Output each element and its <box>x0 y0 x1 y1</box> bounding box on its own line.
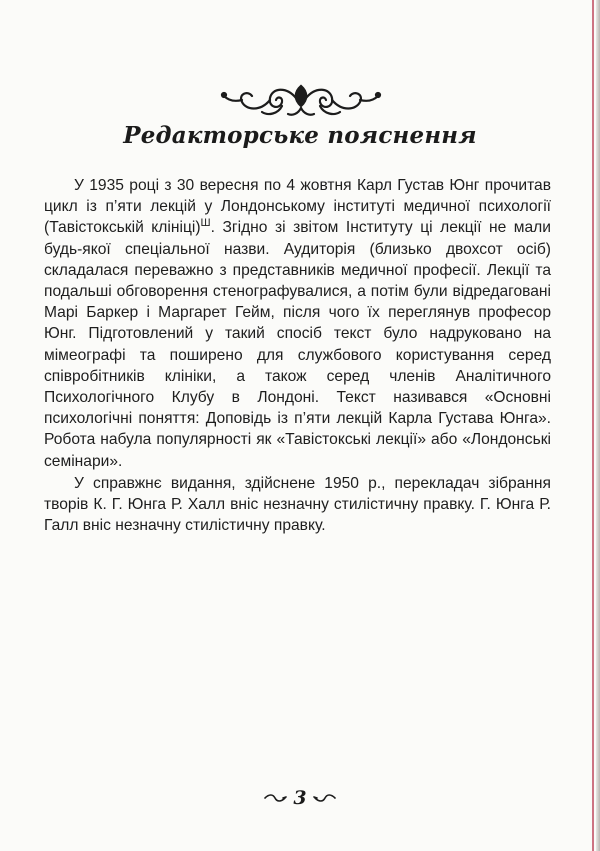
flourish-icon <box>263 792 287 804</box>
page-footer <box>0 783 600 813</box>
paragraph-2: У справжнє видання, здійснене 1950 р., перекладач зібрання творів К. Г. Юнга Р. Халл вніс незначну стилістичну правку. Г. Юнга Р. Галл вніс незначну стилістичну правку. <box>44 474 551 535</box>
paragraph-1-text-a: У 1935 році з 30 вересня по 4 жовтня Карл Густав Юнг прочитав цикл із п’яти лекцій у Лондонському інституті медичної психології (Тавістокській клініці) <box>44 177 551 237</box>
flourish-icon <box>313 792 337 804</box>
body-text <box>44 175 551 536</box>
paragraph-1-text-b: . Згідно зі звітом Інституту ці лекції не мали будь-якої спеціальної назви. Аудиторія (близько двохсот осіб) складалася переважно з представників медичної професії. Лекції та подальші обговорення стенографувалися, а потім були відредаговані Марі Баркер і Маргарет Гейм, після чого їх переглянув професор Юнг. Підготовлений у такий спосіб текст було надруковано на мімеографі та поширено для службового користування серед співробітників клініки, а також серед членів Аналітичного Психологічного Клубу в Лондоні. Текст називався «Основні психологічні поняття: Доповідь із п’яти лекцій Карла Густава Юнга». Робота набула популярності як «Тавістокські лекції» або «Лондонські семінари». <box>44 219 551 470</box>
ornamental-scroll-icon <box>220 78 382 120</box>
page-number: 3 <box>293 787 307 809</box>
page-title: Редакторське пояснення <box>123 122 477 149</box>
footnote-mark: Ш <box>200 217 211 230</box>
paragraph-1 <box>44 175 551 472</box>
